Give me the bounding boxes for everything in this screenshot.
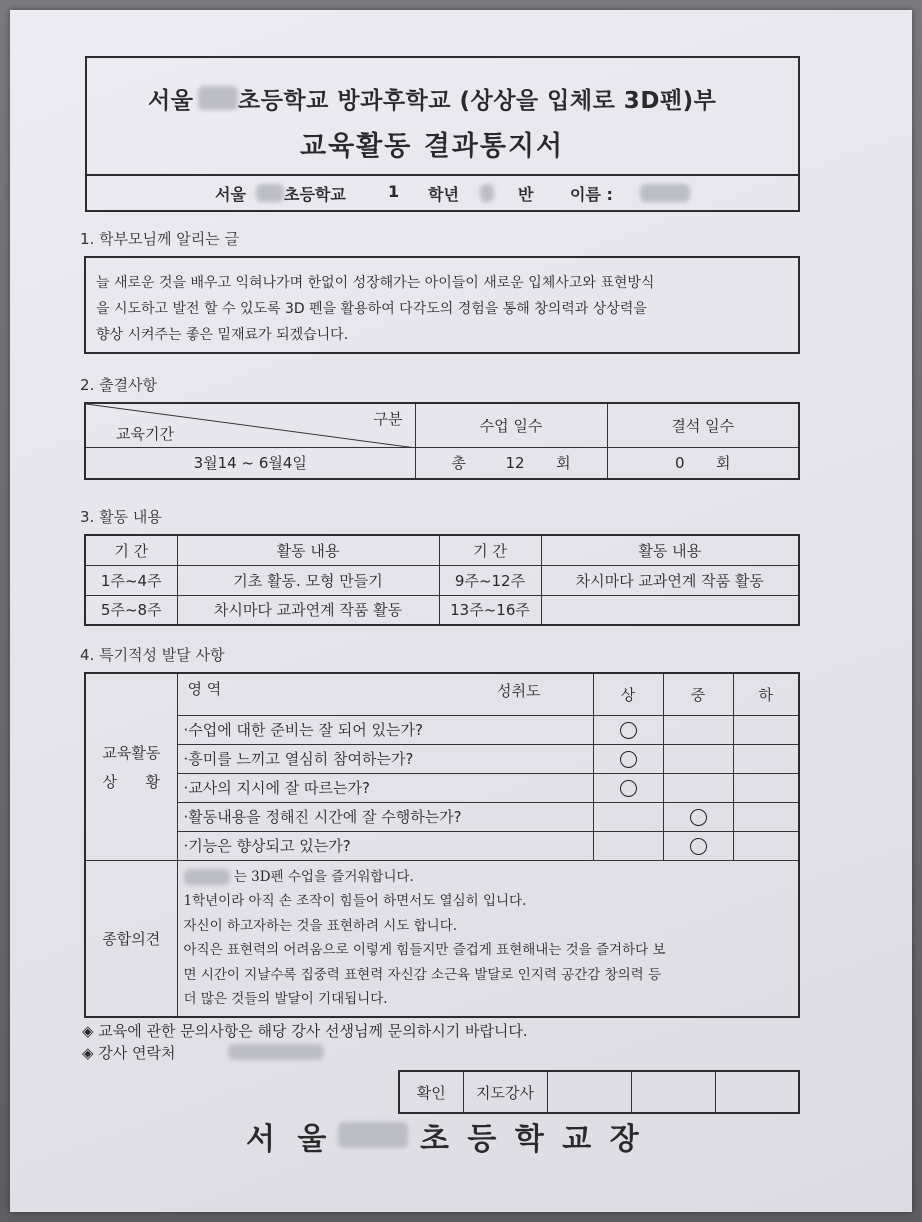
- info-school-prefix: 서울: [215, 185, 246, 204]
- redacted-sign-school: [338, 1122, 408, 1148]
- activity-header-content-2: 활동 내용: [541, 535, 799, 565]
- days-value: 12: [505, 454, 525, 473]
- activity-header-period-1: 기 간: [85, 535, 177, 565]
- activity-cell: 기초 활동. 모형 만들기: [177, 565, 439, 595]
- attendance-period: 3월14 ~ 6월4일: [85, 447, 415, 479]
- item-text: ·활동내용을 정해진 시간에 잘 수행하는가?: [177, 802, 593, 831]
- level-cell: [663, 715, 733, 744]
- sign-cell: [715, 1071, 799, 1113]
- level-header-low: 하: [733, 673, 799, 715]
- redacted-info-school: [256, 184, 284, 202]
- opinion-line-6: 더 많은 것들의 발달이 기대됩니다.: [183, 991, 388, 1007]
- notice-line-3: 향상 시켜주는 좋은 밑재료가 되겠습니다.: [96, 327, 349, 343]
- header-title-line2: 교육활동 결과통지서: [300, 131, 565, 162]
- item-text: ·수업에 대한 준비는 잘 되어 있는가?: [177, 715, 593, 744]
- activity-cell: 차시마다 교과연계 작품 활동: [541, 565, 799, 595]
- level-cell: [593, 715, 663, 744]
- activity-cell: 5주~8주: [85, 595, 177, 625]
- opinion-line-1: [184, 865, 793, 890]
- header-school-prefix: 서울: [148, 88, 194, 114]
- activity-cell: 13주~16주: [439, 595, 541, 625]
- level-cell: [733, 715, 799, 744]
- level-header-mid: 중: [663, 673, 733, 715]
- opinion-line-5: 면 시간이 지날수록 집중력 표현력 자신감 소근육 발달로 인지력 공간감 창의력 등: [183, 966, 662, 983]
- activity-cell: [541, 595, 799, 625]
- level-cell: [663, 802, 733, 831]
- redacted-school-name: [198, 86, 238, 110]
- activity-cell: 차시마다 교과연계 작품 활동: [177, 595, 439, 625]
- item-text: ·기능은 향상되고 있는가?: [177, 831, 593, 860]
- level-cell: [593, 744, 663, 773]
- info-name-label: 이름 :: [570, 185, 613, 204]
- attendance-diag-cell: [85, 403, 415, 447]
- activity-header-period-2: 기 간: [439, 535, 541, 565]
- attendance-days: [415, 447, 607, 479]
- level-cell: [663, 744, 733, 773]
- notice-line-1: 늘 새로운 것을 배우고 익혀나가며 한없이 성장해가는 아이들이 새로운 입체사고와 표현방식: [96, 275, 655, 291]
- footer-note-2: ◈ 강사 연락처: [82, 1044, 176, 1062]
- opinion-line-4: 아직은 표현력의 어려움으로 이렇게 힘들지만 즐겁게 표현해내는 것을 즐겨하다 보: [183, 942, 666, 958]
- level-cell: [663, 831, 733, 860]
- achieve-label: 성취도: [497, 682, 541, 700]
- redacted-student-name: [640, 184, 690, 202]
- group-label-2: 상 황: [102, 772, 161, 791]
- sign-cell: [547, 1071, 631, 1113]
- area-header-cell: [177, 673, 593, 715]
- days-unit: 회: [556, 454, 571, 473]
- section1-title: 1. 학부모님께 알리는 글: [80, 230, 240, 248]
- opinion-label: 종합의견: [85, 860, 177, 1017]
- sign-cell: [631, 1071, 715, 1113]
- activity-cell: 1주~4주: [85, 565, 177, 595]
- group-label-1: 교육활동: [102, 743, 161, 762]
- attendance-absent: [607, 447, 799, 479]
- section3-title: 3. 활동 내용: [80, 508, 162, 526]
- level-cell: [733, 773, 799, 802]
- group-label-cell: [85, 673, 177, 860]
- teacher-label: 지도강사: [463, 1071, 547, 1113]
- info-class-label: 반: [518, 185, 534, 204]
- redacted-class-number: [480, 184, 494, 202]
- attendance-table: [84, 402, 800, 480]
- opinion-text-1: 는 3D펜 수업을 즐거워합니다.: [233, 868, 414, 885]
- notice-line-2: 을 시도하고 발전 할 수 있도록 3D 펜을 활용하여 다각도의 경험을 통해 창의력과 상상력을: [96, 301, 647, 317]
- check-circle-icon: [690, 838, 707, 855]
- level-cell: [733, 744, 799, 773]
- info-school: 초등학교: [284, 185, 346, 204]
- absent-unit: 회: [716, 454, 731, 473]
- diag-top-label: 구분: [373, 410, 403, 428]
- activity-table: [84, 534, 800, 626]
- opinion-line-3: 자신이 하고자하는 것을 표현하려 시도 합니다.: [183, 917, 458, 934]
- check-circle-icon: [690, 809, 707, 826]
- paper-document: [10, 10, 912, 1212]
- level-cell: [593, 831, 663, 860]
- activity-header-content-1: 활동 내용: [177, 535, 439, 565]
- info-grade-label: 학년: [428, 185, 459, 204]
- section4-title: 4. 특기적성 발달 사항: [80, 646, 225, 664]
- redacted-phone: [228, 1044, 324, 1060]
- level-cell: [663, 773, 733, 802]
- item-text: ·교사의 지시에 잘 따르는가?: [177, 773, 593, 802]
- check-circle-icon: [620, 722, 637, 739]
- activity-cell: 9주~12주: [439, 565, 541, 595]
- days-prefix: 총: [451, 454, 466, 473]
- diag-bottom-label: 교육기간: [116, 424, 174, 443]
- check-circle-icon: [620, 751, 637, 768]
- info-grade-num: 1: [388, 182, 400, 201]
- level-cell: [733, 802, 799, 831]
- item-text: ·흥미를 느끼고 열심히 참여하는가?: [177, 744, 593, 773]
- col-absent-header: 결석 일수: [607, 403, 799, 447]
- level-cell: [593, 802, 663, 831]
- col-days-header: 수업 일수: [415, 403, 607, 447]
- check-circle-icon: [620, 780, 637, 797]
- level-header-high: 상: [593, 673, 663, 715]
- confirm-label: 확인: [399, 1071, 463, 1113]
- signature-suffix: 초 등 학 교 장: [420, 1122, 643, 1157]
- absent-value: 0: [674, 454, 685, 473]
- level-cell: [733, 831, 799, 860]
- opinion-line-2: 1학년이라 아직 손 조작이 힘들어 하면서도 열심히 입니다.: [183, 893, 527, 909]
- opinion-cell: [177, 860, 799, 1017]
- signature-prefix: 서 울: [246, 1122, 333, 1157]
- confirm-table: [398, 1070, 800, 1114]
- area-label: 영 역: [187, 680, 222, 698]
- footer-note-1: ◈ 교육에 관한 문의사항은 해당 강사 선생님께 문의하시기 바랍니다.: [82, 1022, 528, 1040]
- header-title-line1: 초등학교 방과후학교 (상상을 입체로 3D펜)부: [238, 88, 717, 114]
- aptitude-table: [84, 672, 800, 1018]
- redacted-student-name-2: [184, 869, 230, 885]
- level-cell: [593, 773, 663, 802]
- section2-title: 2. 출결사항: [80, 376, 158, 394]
